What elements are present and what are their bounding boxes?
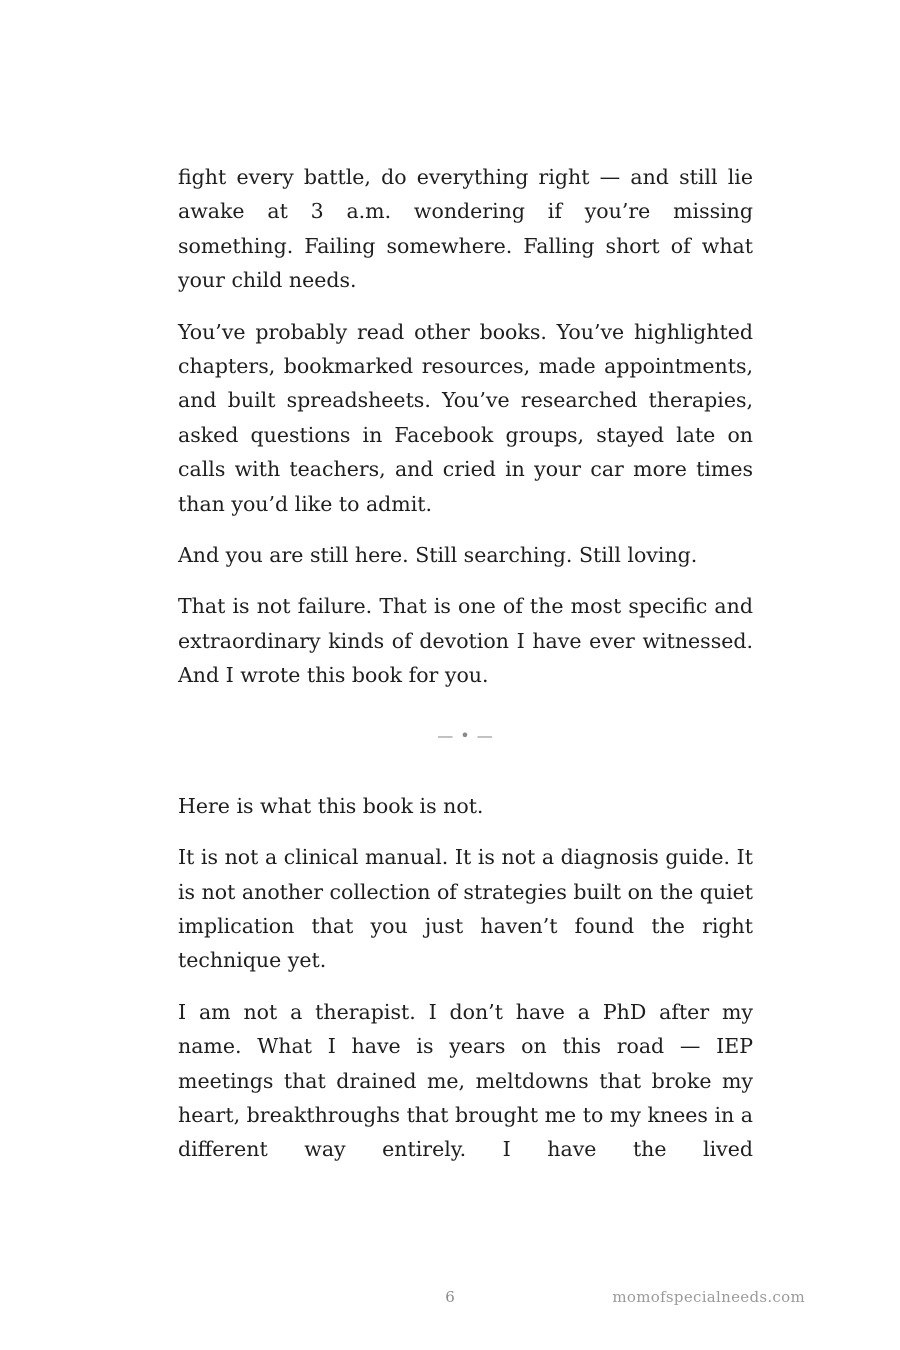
page-number: 6 xyxy=(445,1288,455,1306)
paragraph: That is not failure. That is one of the most specific and extraordinary kinds of devotion I have ever witnessed. And I wrote this book for you. xyxy=(178,594,753,688)
paragraph: It is not a clinical manual. It is not a diagnosis guide. It is not another collection of strategies built on the quiet implication that you just haven’t found the right technique yet. xyxy=(178,845,753,973)
paragraph: I am not a therapist. I don’t have a PhD after my name. What I have is years on this road — IEP meetings that drained me, meltdowns that broke my heart, breakthroughs that brought me to my knees in a different way entirely. I have the lived xyxy=(178,999,753,1162)
paragraph: And you are still here. Still searching. Still loving. xyxy=(178,543,698,568)
section-divider: — • — xyxy=(437,725,494,745)
paragraph: Here is what this book is not. xyxy=(178,793,484,818)
paragraph: fight every battle, do everything right — and still lie awake at 3 a.m. wondering if you’re missing something. Failing somewhere. Falling short of what your child needs. xyxy=(178,165,753,293)
text-column xyxy=(178,160,753,1184)
footer-website: momofspecialneeds.com xyxy=(612,1288,805,1306)
paragraph: You’ve probably read other books. You’ve highlighted chapters, bookmarked resources, made appointments, and built spreadsheets. You’ve researched therapies, asked questions in Facebook groups, stayed late on calls with teachers, and cried in your car more times than you’d like to admit. xyxy=(178,319,753,516)
